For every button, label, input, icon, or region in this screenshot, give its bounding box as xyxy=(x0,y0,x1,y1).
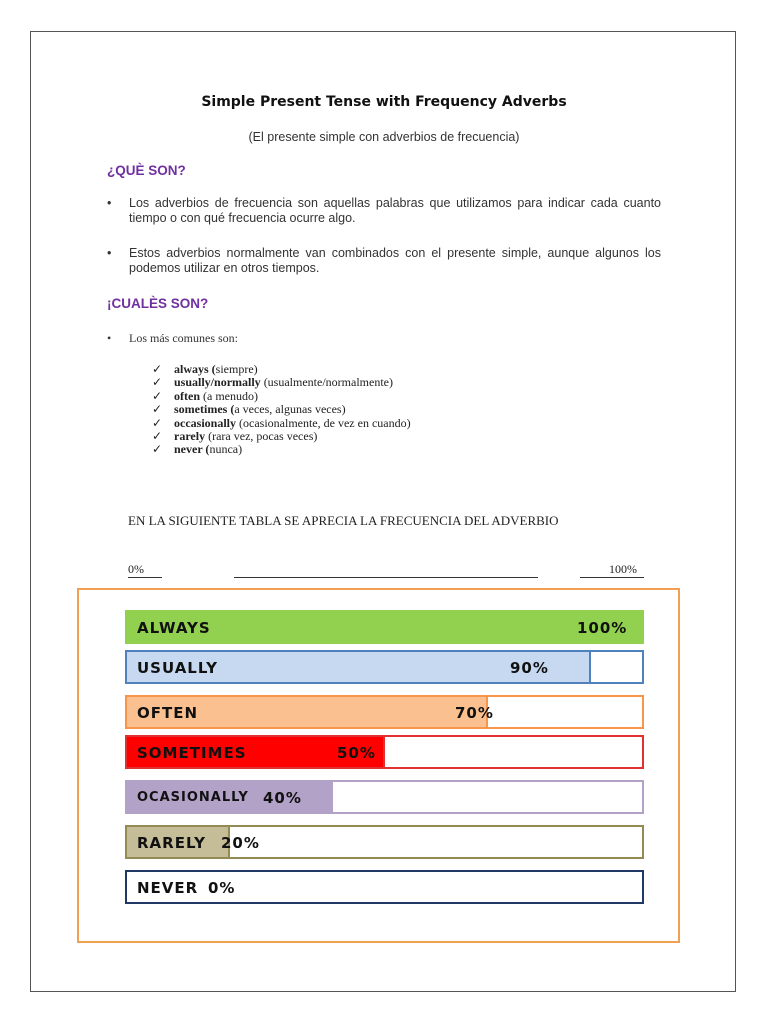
adverb-meaning: nunca) xyxy=(209,442,243,457)
section-heading-cuales-son: ¡CUALÈS SON? xyxy=(107,296,209,311)
adverb-word: rarely xyxy=(174,429,206,444)
adverb-item xyxy=(152,443,411,456)
bar-percent: 90% xyxy=(510,659,549,677)
adverb-item xyxy=(152,363,411,376)
bar-label: RARELY xyxy=(137,834,207,852)
adverb-word: never ( xyxy=(174,442,210,457)
check-icon: ✓ xyxy=(152,429,163,444)
adverb-meaning: siempre) xyxy=(215,362,258,376)
scale-min-label: 0% xyxy=(128,562,144,576)
bar-percent: 70% xyxy=(455,704,494,722)
bullet-text: Estos adverbios normalmente van combinados con el presente simple, aunque algunos los podemos utilizar en otros tiempos. xyxy=(129,246,661,275)
bullet-dot: • xyxy=(107,331,112,345)
bar-percent: 100% xyxy=(577,619,628,637)
table-caption: EN LA SIGUIENTE TABLA SE APRECIA LA FRECUENCIA DEL ADVERBIO xyxy=(128,513,559,528)
frequency-bar-never xyxy=(125,870,644,904)
check-icon: ✓ xyxy=(152,415,163,430)
adverb-word: often xyxy=(174,388,200,403)
frequency-bar-ocasionally xyxy=(125,780,644,814)
bar-percent: 50% xyxy=(337,744,376,762)
check-icon: ✓ xyxy=(152,375,163,390)
bar-label: USUALLY xyxy=(137,659,218,677)
check-icon: ✓ xyxy=(152,402,163,417)
frequency-bar-sometimes xyxy=(125,735,644,769)
bullet-text: Los adverbios de frecuencia son aquellas palabras que utilizamos para indicar cada cuanto tiempo o con qué frecuencia ocurre algo. xyxy=(129,196,661,225)
check-icon: ✓ xyxy=(152,362,163,376)
frequency-bar-often xyxy=(125,695,644,729)
frequency-bar-usually xyxy=(125,650,644,684)
section-heading-que-son: ¿QUÈ SON? xyxy=(107,163,186,178)
adverb-item xyxy=(152,430,411,443)
adverb-meaning: (rara vez, pocas veces) xyxy=(205,429,318,444)
adverb-word: sometimes ( xyxy=(174,402,235,417)
scale-line xyxy=(234,577,538,578)
adverb-word: always ( xyxy=(174,362,216,376)
adverb-item xyxy=(152,417,411,430)
adverb-meaning: a veces, algunas veces) xyxy=(234,402,346,417)
bar-label: OFTEN xyxy=(137,704,199,722)
bullet-dot: • xyxy=(107,196,112,210)
bullet-item xyxy=(107,246,661,276)
adverb-list xyxy=(152,363,411,457)
bar-label: ALWAYS xyxy=(137,619,211,637)
adverb-word: occasionally xyxy=(174,415,236,430)
scale-max-label: 100% xyxy=(609,562,637,576)
check-icon: ✓ xyxy=(152,388,163,403)
bar-label: OCASIONALLY xyxy=(137,790,249,805)
bar-percent: 20% xyxy=(221,834,260,852)
document-title: Simple Present Tense with Frequency Adverbs xyxy=(201,94,567,110)
check-icon: ✓ xyxy=(152,442,163,457)
scale-line xyxy=(580,577,644,578)
bullet-item xyxy=(107,331,661,346)
scale-line xyxy=(128,577,162,578)
adverb-meaning: (usualmente/normalmente) xyxy=(260,375,393,390)
adverb-word: usually/normally xyxy=(174,375,261,390)
bar-percent: 40% xyxy=(263,789,302,807)
adverb-meaning: (ocasionalmente, de vez en cuando) xyxy=(236,415,411,430)
bar-label: NEVER xyxy=(137,879,199,897)
adverb-item xyxy=(152,376,411,389)
adverb-item xyxy=(152,390,411,403)
adverb-meaning: (a menudo) xyxy=(200,388,258,403)
bullet-dot: • xyxy=(107,246,112,260)
bullet-text: Los más comunes son: xyxy=(129,331,238,345)
bar-percent: 0% xyxy=(208,879,236,897)
document-subtitle: (El presente simple con adverbios de frecuencia) xyxy=(248,130,520,144)
bar-label: SOMETIMES xyxy=(137,744,247,762)
frequency-bar-rarely xyxy=(125,825,644,859)
bullet-item xyxy=(107,196,661,226)
frequency-bar-always xyxy=(125,610,644,644)
adverb-item xyxy=(152,403,411,416)
